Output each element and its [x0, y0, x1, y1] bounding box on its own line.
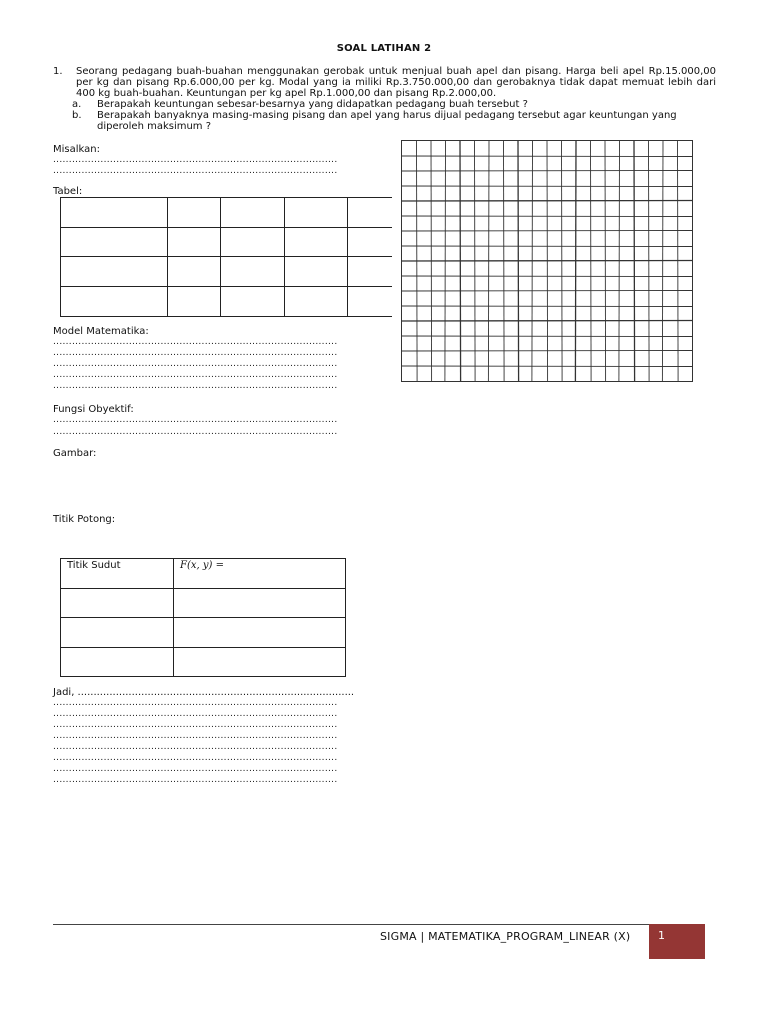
answer-line: ..........................................................................................: [53, 427, 338, 437]
model-matematika-label: Model Matematika:: [53, 326, 149, 337]
subquestion-a-text: Berapakah keuntungan sebesar-besarnya yang didapatkan pedagang buah tersebut ?: [97, 99, 528, 110]
table-cell[interactable]: [221, 257, 284, 287]
question-text: Seorang pedagang buah-buahan menggunakan gerobak untuk menjual buah apel dan pisang. Harga beli apel Rp.15.000,00 per kg dan pisang Rp.6.000,00 per kg. Modal yang ia miliki Rp.3.750.000,00 dan gerobaknya tidak dapat memuat lebih dari 400 kg buah-buahan. Keuntungan per kg apel Rp.1.000,00 dan pisang Rp.2.000,00.: [76, 66, 716, 99]
grid-line-horizontal: [402, 336, 692, 337]
table-cell[interactable]: [221, 287, 284, 317]
jadi-label: Jadi, .......................................................................................: [53, 687, 355, 698]
titik-potong-label: Titik Potong:: [53, 514, 116, 525]
table-cell[interactable]: [61, 198, 168, 228]
answer-line: ..........................................................................................: [53, 764, 338, 774]
table-cell[interactable]: [221, 228, 284, 257]
subquestion-b-text: Berapakah banyaknya masing-masing pisang dan apel yang harus dijual pedagang tersebut agar keuntungan yang diperoleh maksimum ?: [97, 110, 677, 132]
grid-line-horizontal: [402, 291, 692, 292]
tabel-label: Tabel:: [53, 186, 83, 197]
table-cell[interactable]: [61, 589, 174, 618]
answer-line: ..........................................................................................: [53, 698, 338, 708]
header-objective-function: F(x, y) =: [174, 559, 346, 589]
grid-line-horizontal: [402, 156, 692, 157]
grid-line-horizontal: [402, 306, 692, 307]
question-number: 1.: [53, 66, 63, 77]
answer-line: ..........................................................................................: [53, 415, 338, 425]
table-cell[interactable]: [347, 257, 392, 287]
graph-grid: [401, 140, 693, 382]
table-cell[interactable]: [168, 198, 221, 228]
table-cell[interactable]: [284, 198, 347, 228]
table-cell[interactable]: [61, 648, 174, 677]
table-cell[interactable]: [284, 228, 347, 257]
answer-line: ..........................................................................................: [53, 731, 338, 741]
answer-line: ..........................................................................................: [53, 348, 338, 358]
grid-lines: [402, 141, 692, 381]
table-cell[interactable]: [347, 287, 392, 317]
table-cell[interactable]: [174, 648, 346, 677]
answer-line: ..........................................................................................: [53, 381, 338, 391]
table-cell[interactable]: [168, 257, 221, 287]
page-number-box: [649, 924, 705, 959]
table-cell[interactable]: [221, 198, 284, 228]
header-titik-sudut: Titik Sudut: [61, 559, 174, 589]
answer-line: ..........................................................................................: [53, 155, 338, 165]
table-cell[interactable]: [347, 198, 392, 228]
grid-line-horizontal: [402, 231, 692, 232]
subquestion-a-label: a.: [72, 99, 82, 110]
corner-points-table: [60, 558, 346, 677]
page-title: SOAL LATIHAN 2: [336, 43, 432, 54]
answer-line: ..........................................................................................: [53, 753, 338, 763]
table-cell[interactable]: [61, 287, 168, 317]
grid-line-horizontal: [402, 201, 692, 202]
grid-line-horizontal: [402, 216, 692, 217]
grid-line-horizontal: [402, 171, 692, 172]
table-cell[interactable]: [284, 257, 347, 287]
answer-line: ..........................................................................................: [53, 775, 338, 785]
table-cell[interactable]: [61, 228, 168, 257]
answer-line: ..........................................................................................: [53, 742, 338, 752]
subquestion-b-label: b.: [72, 110, 82, 121]
answer-line: ..........................................................................................: [53, 720, 338, 730]
table-cell[interactable]: [61, 257, 168, 287]
grid-line-horizontal: [402, 366, 692, 367]
grid-line-horizontal: [402, 246, 692, 247]
footer-divider: [53, 924, 649, 925]
table-cell[interactable]: [61, 618, 174, 648]
grid-line-horizontal: [402, 186, 692, 187]
grid-line-horizontal: [402, 276, 692, 277]
answer-line: ..........................................................................................: [53, 709, 338, 719]
answer-line: ..........................................................................................: [53, 359, 338, 369]
table-cell[interactable]: [347, 228, 392, 257]
table-cell[interactable]: [284, 287, 347, 317]
answer-line: ..........................................................................................: [53, 337, 338, 347]
table-cell[interactable]: [168, 228, 221, 257]
data-table: [60, 197, 392, 317]
footer-title: SIGMA | MATEMATIKA_PROGRAM_LINEAR (X): [380, 930, 631, 943]
grid-line-horizontal: [402, 321, 692, 322]
answer-line: ..........................................................................................: [53, 166, 338, 176]
answer-line: ..........................................................................................: [53, 370, 338, 380]
grid-line-horizontal: [402, 351, 692, 352]
grid-line-horizontal: [402, 261, 692, 262]
misalkan-label: Misalkan:: [53, 144, 100, 155]
fungsi-obyektif-label: Fungsi Obyektif:: [53, 404, 134, 415]
table-cell[interactable]: [174, 589, 346, 618]
page-number: 1: [658, 929, 665, 942]
table-cell[interactable]: [174, 618, 346, 648]
gambar-label: Gambar:: [53, 448, 97, 459]
table-cell[interactable]: [168, 287, 221, 317]
